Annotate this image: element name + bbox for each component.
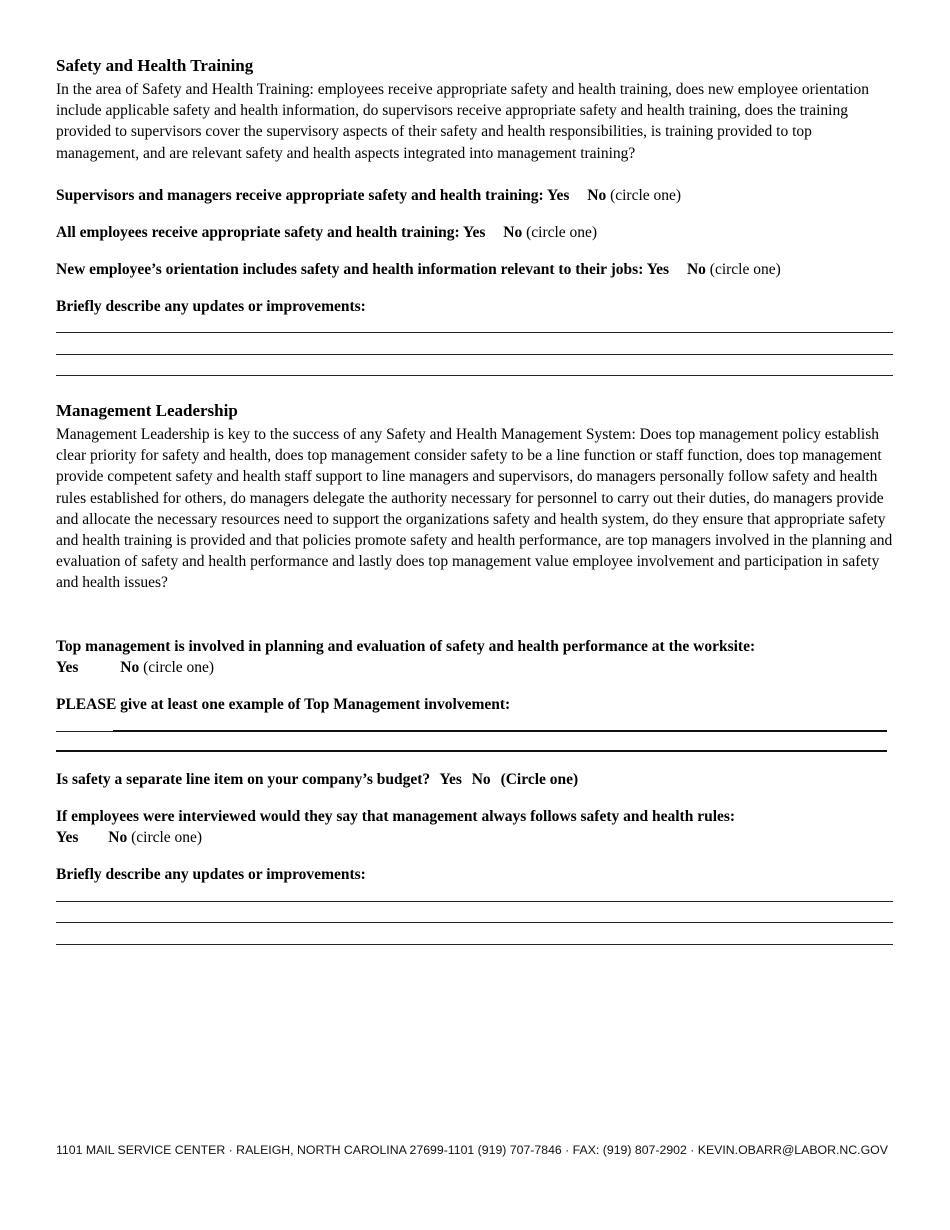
training-question-supervisors xyxy=(56,185,681,206)
training-question-orientation xyxy=(56,259,781,280)
circle-one-hint: (circle one) xyxy=(610,187,682,204)
circle-one-hint: (circle one) xyxy=(526,224,598,241)
circle-one-hint: (circle one) xyxy=(131,829,203,846)
answer-line[interactable] xyxy=(56,922,893,923)
question-text: Supervisors and managers receive appropriate safety and health training: xyxy=(56,187,544,204)
question-text: All employees receive appropriate safety and health training: xyxy=(56,224,460,241)
leadership-planning-options xyxy=(56,657,214,678)
training-paragraph: In the area of Safety and Health Training: employees receive appropriate safety and health training, does new employee orientation include applicable safety and health information, do supervisors receive appropriate safety and health training, does the training provided to supervisors cover the supervisory aspects of their safety and health responsibilities, is training provided to top management, and are relevant safety and health aspects integrated into management training? xyxy=(56,81,870,162)
no-option[interactable]: No xyxy=(120,659,140,676)
question-text: Is safety a separate line item on your company’s budget? xyxy=(56,771,431,788)
question-text: If employees were interviewed would they say that management always follows safety and health rules: xyxy=(56,808,736,825)
no-option[interactable]: No xyxy=(587,187,607,204)
answer-line-thin[interactable] xyxy=(56,731,113,732)
answer-line[interactable] xyxy=(113,730,887,732)
answer-line[interactable] xyxy=(56,750,887,752)
section-heading-training: Safety and Health Training xyxy=(56,56,254,75)
yes-option[interactable]: Yes xyxy=(646,261,670,278)
no-option[interactable]: No xyxy=(503,224,523,241)
section-heading-leadership: Management Leadership xyxy=(56,401,238,420)
answer-line[interactable] xyxy=(56,375,893,376)
leadership-question-planning xyxy=(56,636,755,657)
circle-one-hint: (Circle one) xyxy=(500,771,579,788)
leadership-example-prompt: PLEASE give at least one example of Top Management involvement: xyxy=(56,696,511,713)
yes-option[interactable]: Yes xyxy=(439,771,462,788)
answer-line[interactable] xyxy=(56,332,893,333)
answer-line[interactable] xyxy=(56,901,893,902)
no-option[interactable]: No xyxy=(108,829,128,846)
leadership-question-rules xyxy=(56,806,735,827)
yes-option[interactable]: Yes xyxy=(56,659,79,676)
circle-one-hint: (circle one) xyxy=(709,261,781,278)
leadership-paragraph: Management Leadership is key to the success of any Safety and Health Management System: Does top management policy establish clear priority for safety and health, does top management consider safety to be a line function or staff function, does top management provide competent safety and health staff support to line managers and supervisors, do managers personally follow safety and health rules established for others, do managers delegate the authority necessary for personnel to carry out their duties, do managers provide and allocate the necessary resources need to support the organizations safety and health system, do they ensure that appropriate safety and health training is provided and that policies promote safety and health performance, are top managers involved in the planning and evaluation of safety and health performance and lastly does top management value employee involvement and participation in safety and health issues? xyxy=(56,426,893,592)
question-text: Top management is involved in planning and evaluation of safety and health performance at the worksite: xyxy=(56,638,756,655)
circle-one-hint: (circle one) xyxy=(143,659,215,676)
yes-option[interactable]: Yes xyxy=(546,187,570,204)
leadership-question-budget xyxy=(56,769,578,790)
no-option[interactable]: No xyxy=(471,771,491,788)
training-describe-label: Briefly describe any updates or improvements: xyxy=(56,298,366,315)
question-text: New employee’s orientation includes safety and health information relevant to their jobs: xyxy=(56,261,644,278)
leadership-rules-options xyxy=(56,827,202,848)
training-question-employees xyxy=(56,222,597,243)
answer-line[interactable] xyxy=(56,354,893,355)
leadership-describe-label: Briefly describe any updates or improvements: xyxy=(56,866,366,883)
yes-option[interactable]: Yes xyxy=(56,829,79,846)
answer-line[interactable] xyxy=(56,944,893,945)
no-option[interactable]: No xyxy=(686,261,706,278)
footer-address: 1101 MAIL SERVICE CENTER · RALEIGH, NORTH CAROLINA 27699-1101 (919) 707-7846 · FAX: (919) 807-2902 · KEVIN.OBARR@LABOR.NC.GOV xyxy=(56,1143,888,1157)
yes-option[interactable]: Yes xyxy=(463,224,486,241)
